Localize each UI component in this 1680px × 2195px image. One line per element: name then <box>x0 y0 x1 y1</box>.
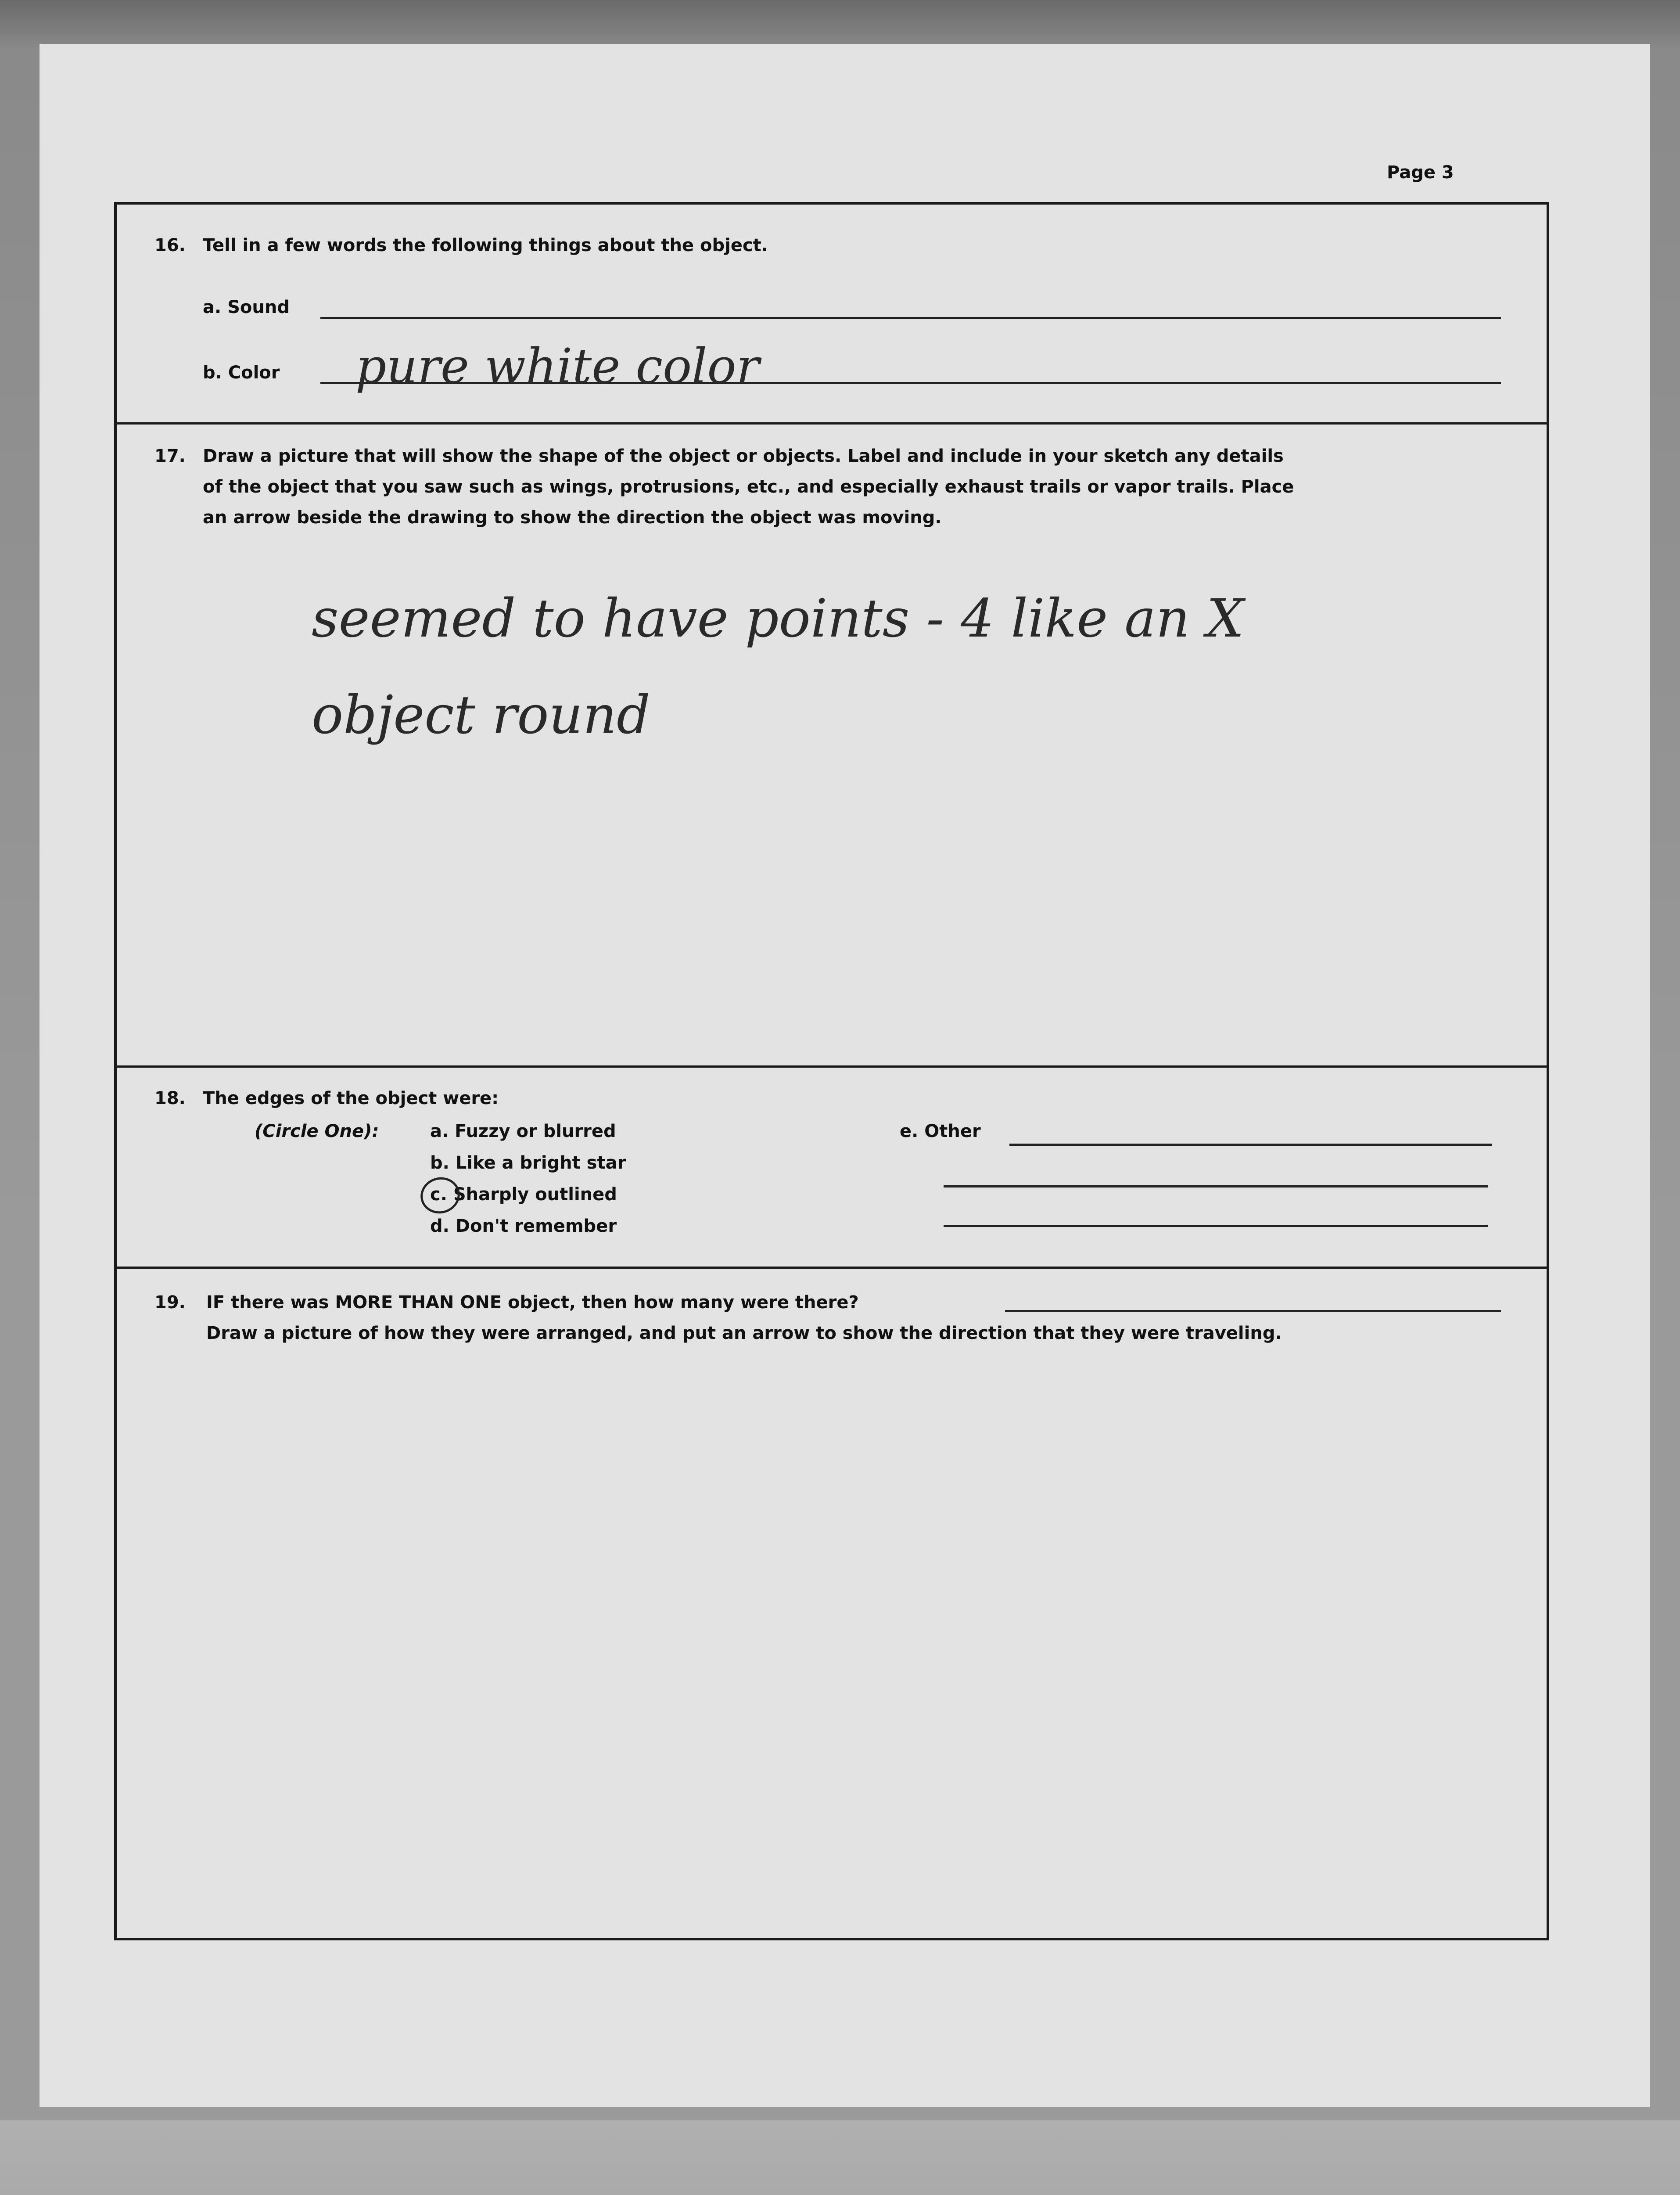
sound-field-line[interactable] <box>320 317 1501 319</box>
option-c[interactable]: c. Sharply outlined <box>430 1184 617 1205</box>
q17-prompt-line-2: of the object that you saw such as wings, protrusions, etc., and especially exhaust trails or vapor trails. Place <box>203 477 1294 497</box>
other-field-line-3[interactable] <box>944 1225 1488 1227</box>
option-a[interactable]: a. Fuzzy or blurred <box>430 1121 616 1141</box>
q17-handwriting-line-1: seemed to have points - 4 like an X <box>312 588 1244 649</box>
color-field-value: pure white color <box>355 338 760 394</box>
q19-prompt-line-1: IF there was MORE THAN ONE object, then how many were there? <box>206 1292 859 1313</box>
q19-prompt-line-2: Draw a picture of how they were arranged, and put an arrow to show the direction that they were traveling. <box>206 1323 1282 1343</box>
q17-handwriting-line-2: object round <box>312 685 650 746</box>
q17-prompt-line-1: Draw a picture that will show the shape of the object or objects. Label and include in your sketch any details <box>203 446 1284 466</box>
divider-17-18 <box>114 1065 1549 1068</box>
q16-number: 16. <box>154 235 186 255</box>
q17-prompt-line-3: an arrow beside the drawing to show the direction the object was moving. <box>203 507 942 528</box>
other-field-line-1[interactable] <box>1009 1144 1492 1146</box>
divider-16-17 <box>114 422 1549 425</box>
q16-prompt: Tell in a few words the following things about the object. <box>203 235 768 255</box>
count-field-line[interactable] <box>1005 1310 1501 1312</box>
lower-paper-strip <box>0 2120 1680 2195</box>
page-number: Page 3 <box>1387 162 1454 183</box>
other-field-line-2[interactable] <box>944 1185 1488 1187</box>
option-d[interactable]: d. Don't remember <box>430 1216 617 1236</box>
circle-one-label: (Circle One): <box>255 1121 379 1141</box>
sound-label: a. Sound <box>203 297 290 317</box>
sketch-area[interactable] <box>118 527 1545 1062</box>
q19-number: 19. <box>154 1292 186 1313</box>
color-label: b. Color <box>203 363 280 383</box>
divider-18-19 <box>114 1267 1549 1269</box>
q17-number: 17. <box>154 446 186 466</box>
other-label: e. Other <box>900 1121 981 1141</box>
arrangement-sketch-area[interactable] <box>118 1357 1545 1936</box>
q18-number: 18. <box>154 1088 186 1108</box>
form-page <box>39 44 1650 2107</box>
q18-prompt: The edges of the object were: <box>203 1088 499 1108</box>
option-b[interactable]: b. Like a bright star <box>430 1153 626 1173</box>
